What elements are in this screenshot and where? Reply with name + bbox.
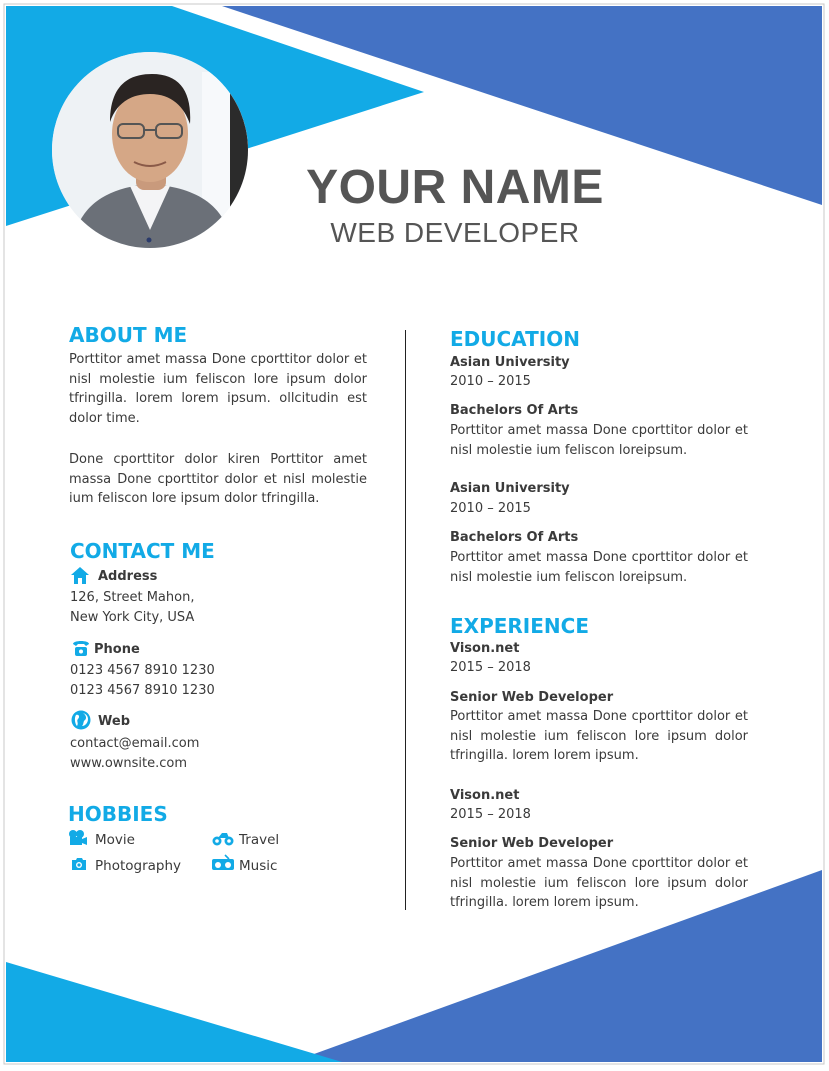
- header-block: [270, 160, 640, 250]
- contact-website: www.ownsite.com: [70, 756, 188, 771]
- experience-role-1: Senior Web Developer: [450, 690, 614, 705]
- education-school-1: Asian University: [450, 355, 570, 370]
- person-name: YOUR NAME: [306, 161, 604, 214]
- experience-years-1: 2015 – 2018: [450, 660, 531, 675]
- phone-icon: [70, 636, 92, 658]
- camera-icon: [70, 855, 88, 873]
- education-degree-1: Bachelors Of Arts: [450, 403, 579, 418]
- education-heading: EDUCATION: [450, 327, 580, 351]
- education-degree-2: Bachelors Of Arts: [450, 530, 579, 545]
- experience-desc-1: Porttitor amet massa Done cporttitor dolor et nisl molestie ium feliscon lore ipsum dolor tfringilla. lorem lorem ipsum.: [450, 709, 748, 763]
- column-divider: [405, 330, 406, 910]
- hobby-music: Music: [239, 858, 278, 874]
- education-desc-2: Porttitor amet massa Done cporttitor dolor et nisl molestie ium feliscon loreipsum.: [450, 550, 748, 585]
- contact-heading: CONTACT ME: [70, 539, 215, 563]
- about-heading: ABOUT ME: [69, 323, 188, 347]
- about-paragraph-2: Done cporttitor dolor kiren Porttitor amet massa Done cporttitor dolor et nisl molestie ium feliscon lore ipsum dolor tfringilla.: [69, 452, 367, 506]
- education-desc-1: Porttitor amet massa Done cporttitor dolor et nisl molestie ium feliscon loreipsum.: [450, 423, 748, 458]
- education-years-2: 2010 – 2015: [450, 501, 531, 516]
- movie-camera-icon: [68, 829, 88, 847]
- address-label: Address: [98, 569, 158, 584]
- education-school-2: Asian University: [450, 481, 570, 496]
- web-label: Web: [98, 714, 130, 729]
- experience-years-2: 2015 – 2018: [450, 807, 531, 822]
- phone-number-1: 0123 4567 8910 1230: [70, 663, 215, 678]
- globe-icon: [70, 709, 92, 731]
- experience-desc-2: Porttitor amet massa Done cporttitor dolor et nisl molestie ium feliscon lore ipsum dolor tfringilla. lorem lorem ipsum.: [450, 856, 748, 910]
- phone-number-2: 0123 4567 8910 1230: [70, 683, 215, 698]
- experience-role-2: Senior Web Developer: [450, 836, 614, 851]
- home-icon: [69, 564, 91, 586]
- hobbies-heading: HOBBIES: [68, 802, 168, 826]
- experience-company-1: Vison.net: [450, 641, 520, 656]
- hobby-photography: Photography: [95, 858, 182, 874]
- radio-icon: [211, 854, 235, 872]
- experience-heading: EXPERIENCE: [450, 614, 589, 638]
- hobby-travel: Travel: [239, 832, 280, 848]
- address-line-1: 126, Street Mahon,: [70, 590, 195, 605]
- motorbike-icon: [212, 829, 234, 847]
- about-paragraph-1: Porttitor amet massa Done cporttitor dolor et nisl molestie ium feliscon lore ipsum dolor tfringilla. lorem lorem ipsum. ollcitudin est dolor time.: [69, 352, 367, 426]
- phone-label: Phone: [94, 642, 140, 657]
- contact-email: contact@email.com: [70, 736, 200, 751]
- address-line-2: New York City, USA: [70, 610, 195, 625]
- job-title: WEB DEVELOPER: [330, 217, 580, 248]
- experience-company-2: Vison.net: [450, 788, 520, 803]
- profile-photo: [52, 52, 248, 248]
- hobby-movie: Movie: [95, 832, 135, 848]
- education-years-1: 2010 – 2015: [450, 374, 531, 389]
